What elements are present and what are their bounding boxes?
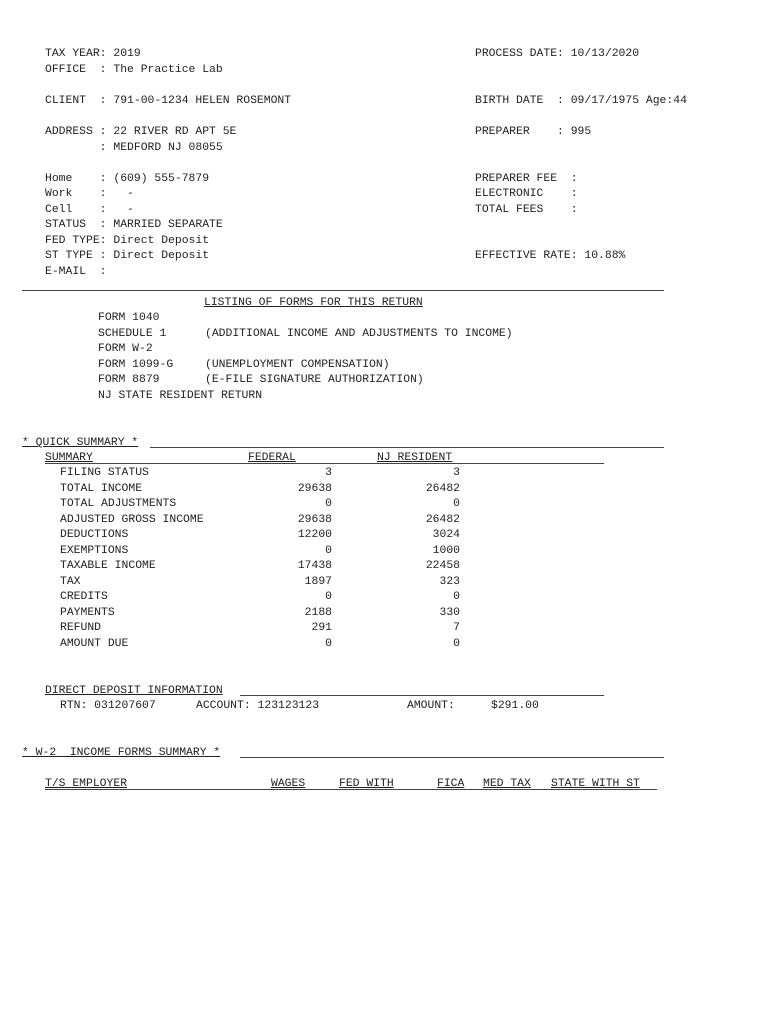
divider: [150, 447, 664, 448]
w2-col-med-tax: MED TAX: [483, 778, 531, 790]
w2-col-employer: T/S EMPLOYER: [45, 778, 128, 790]
effective-rate: EFFECTIVE RATE: 10.88%: [475, 250, 626, 262]
process-date: PROCESS DATE: 10/13/2020: [475, 48, 640, 60]
form-name: FORM 1099-G: [98, 359, 174, 371]
summary-label: REFUND: [60, 622, 102, 634]
form-description: (UNEMPLOYMENT COMPENSATION): [205, 359, 390, 371]
home-phone: Home : (609) 555-7879: [45, 173, 210, 185]
cell-phone: Cell : -: [45, 204, 134, 216]
divider: [240, 695, 604, 696]
federal-value: 17438: [297, 560, 332, 572]
nj-resident-value: 3024: [432, 529, 460, 541]
direct-deposit-title: DIRECT DEPOSIT INFORMATION: [45, 685, 223, 697]
nj-resident-value: 0: [453, 498, 460, 510]
federal-value: 1897: [304, 576, 332, 588]
summary-label: CREDITS: [60, 591, 108, 603]
federal-value: 29638: [297, 483, 332, 495]
office: OFFICE : The Practice Lab: [45, 64, 223, 76]
summary-label: DEDUCTIONS: [60, 529, 129, 541]
divider: [45, 463, 604, 464]
form-name: FORM 8879: [98, 374, 160, 386]
nj-resident-value: 0: [453, 591, 460, 603]
filing-status: STATUS : MARRIED SEPARATE: [45, 219, 223, 231]
w2-col-fica: FICA: [437, 778, 465, 790]
nj-resident-value: 1000: [432, 545, 460, 557]
summary-label: TAXABLE INCOME: [60, 560, 156, 572]
nj-resident-value: 22458: [425, 560, 460, 572]
fed-type: FED TYPE: Direct Deposit: [45, 235, 210, 247]
deposit-amount: $291.00: [491, 700, 539, 712]
summary-label: EXEMPTIONS: [60, 545, 129, 557]
nj-resident-value: 323: [439, 576, 460, 588]
summary-label: TOTAL INCOME: [60, 483, 143, 495]
federal-value: 0: [325, 545, 332, 557]
summary-column-header: SUMMARY: [45, 452, 93, 464]
form-name: NJ STATE RESIDENT RETURN: [98, 390, 263, 402]
summary-label: FILING STATUS: [60, 467, 149, 479]
forms-listing-title: LISTING OF FORMS FOR THIS RETURN: [204, 297, 423, 309]
w2-summary-title: * W-2 INCOME FORMS SUMMARY *: [22, 747, 221, 759]
w2-col-wages: WAGES: [271, 778, 306, 790]
form-name: SCHEDULE 1: [98, 328, 167, 340]
nj-resident-value: 7: [453, 622, 460, 634]
nj-resident-value: 330: [439, 607, 460, 619]
address-line-2: : MEDFORD NJ 08055: [45, 142, 223, 154]
nj-resident-column-header: NJ RESIDENT: [377, 452, 453, 464]
w2-col-fed-with: FED WITH: [339, 778, 394, 790]
federal-value: 2188: [304, 607, 332, 619]
federal-value: 3: [325, 467, 332, 479]
electronic-fee: ELECTRONIC :: [475, 188, 578, 200]
form-description: (E-FILE SIGNATURE AUTHORIZATION): [205, 374, 424, 386]
nj-resident-value: 0: [453, 638, 460, 650]
w2-col-state-with-st: STATE WITH ST: [551, 778, 640, 790]
total-fees: TOTAL FEES :: [475, 204, 578, 216]
divider: [22, 290, 664, 291]
account-number: ACCOUNT: 123123123: [196, 700, 320, 712]
divider: [45, 789, 657, 790]
federal-value: 291: [311, 622, 332, 634]
st-type: ST TYPE : Direct Deposit: [45, 250, 210, 262]
amount-label: AMOUNT:: [407, 700, 455, 712]
preparer-fee: PREPARER FEE :: [475, 173, 578, 185]
nj-resident-value: 26482: [425, 483, 460, 495]
form-name: FORM 1040: [98, 312, 160, 324]
routing-number: RTN: 031207607: [60, 700, 156, 712]
federal-value: 29638: [297, 514, 332, 526]
nj-resident-value: 26482: [425, 514, 460, 526]
birth-date: BIRTH DATE : 09/17/1975 Age:44: [475, 95, 687, 107]
quick-summary-title: * QUICK SUMMARY *: [22, 437, 139, 449]
federal-value: 0: [325, 498, 332, 510]
address-line-1: ADDRESS : 22 RIVER RD APT 5E: [45, 126, 237, 138]
federal-value: 0: [325, 638, 332, 650]
federal-value: 0: [325, 591, 332, 603]
nj-resident-value: 3: [453, 467, 460, 479]
email: E-MAIL :: [45, 266, 107, 278]
summary-label: AMOUNT DUE: [60, 638, 129, 650]
client: CLIENT : 791-00-1234 HELEN ROSEMONT: [45, 95, 292, 107]
form-description: (ADDITIONAL INCOME AND ADJUSTMENTS TO INCOME): [205, 328, 513, 340]
summary-label: TOTAL ADJUSTMENTS: [60, 498, 177, 510]
form-name: FORM W-2: [98, 343, 153, 355]
federal-column-header: FEDERAL: [248, 452, 296, 464]
work-phone: Work : -: [45, 188, 134, 200]
tax-year: TAX YEAR: 2019: [45, 48, 141, 60]
preparer: PREPARER : 995: [475, 126, 592, 138]
summary-label: TAX: [60, 576, 81, 588]
federal-value: 12200: [297, 529, 332, 541]
divider: [240, 757, 664, 758]
summary-label: PAYMENTS: [60, 607, 115, 619]
summary-label: ADJUSTED GROSS INCOME: [60, 514, 204, 526]
